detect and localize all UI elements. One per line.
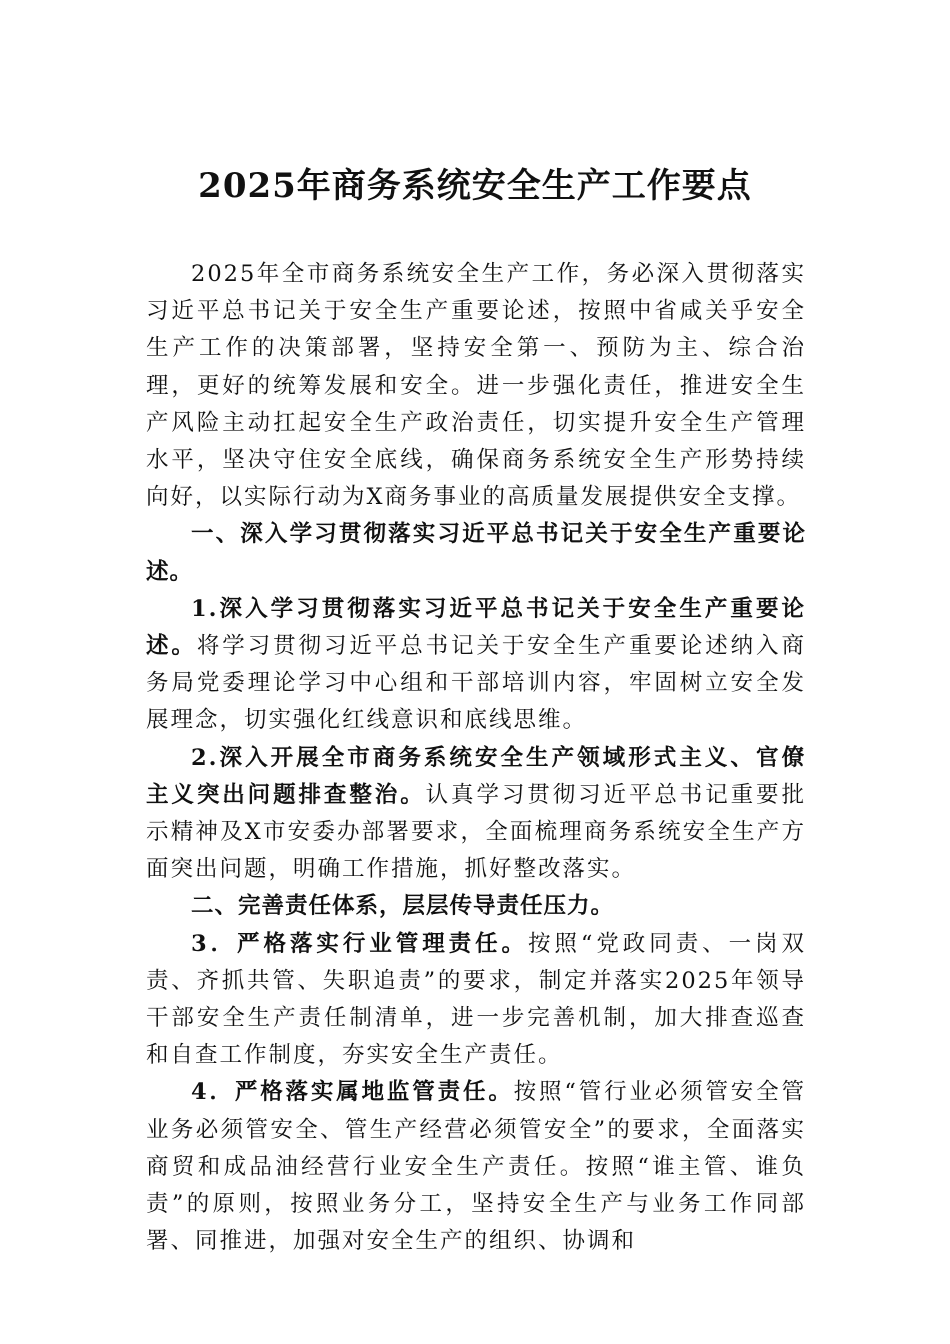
item-1-paragraph bbox=[146, 591, 806, 740]
item-2-text: 认真学习贯彻习近平总书记重要批示精神及X市安委办部署要求，全面梳理商务系统安全生产方面突出问题，明确工作措施，抓好整改落实。 bbox=[146, 781, 806, 883]
item-3-text: 按照“党政同责、一岗双责、齐抓共管、失职追责”的要求，制定并落实2025年领导干部安全生产责任制清单，进一步完善机制，加大排查巡查和自查工作制度，夯实安全生产责任。 bbox=[146, 930, 806, 1069]
document-title: 2025年商务系统安全生产工作要点 bbox=[198, 166, 752, 206]
item-4-text: 按照“管行业必须管安全管业务必须管安全、管生产经营必须管安全”的要求，全面落实商贸和成品油经营行业安全生产责任。按照“谁主管、谁负责”的原则，按照业务分工，坚持安全生产与业务工作同部署、同推进，加强对安全生产的组织、协调和 bbox=[146, 1079, 806, 1255]
item-4-paragraph bbox=[146, 1074, 806, 1260]
item-3-paragraph bbox=[146, 926, 806, 1075]
item-2-lead: 2.深入开展全市商务系统安全生产领域形式主义、官僚主义突出问题排查整治。 bbox=[146, 744, 806, 808]
item-3-lead: 3．严格落实行业管理责任。 bbox=[191, 930, 528, 957]
section-2-heading: 二、完善责任体系，层层传导责任压力。 bbox=[191, 893, 615, 920]
item-2-paragraph bbox=[146, 740, 806, 889]
intro-paragraph: 2025年全市商务系统安全生产工作，务必深入贯彻落实习近平总书记关于安全生产重要论述，按照中省咸关乎安全生产工作的决策部署，坚持安全第一、预防为主、综合治理，更好的统筹发展和安全。进一步强化责任，推进安全生产风险主动扛起安全生产政治责任，切实提升安全生产管理水平，坚决守住安全底线，确保商务系统安全生产形势持续向好，以实际行动为X商务事业的高质量发展提供安全支撑。 bbox=[146, 261, 806, 511]
section-1-heading: 一、深入学习贯彻落实习近平总书记关于安全生产重要论述。 bbox=[146, 521, 806, 585]
item-1-text: 将学习贯彻习近平总书记关于安全生产重要论述纳入商务局党委理论学习中心组和干部培训内容，牢固树立安全发展理念，切实强化红线意识和底线思维。 bbox=[146, 633, 806, 734]
item-4-lead: 4．严格落实属地监管责任。 bbox=[191, 1079, 514, 1106]
document-body bbox=[146, 256, 806, 1260]
item-1-lead: 1.深入学习贯彻落实习近平总书记关于安全生产重要论述。 bbox=[146, 595, 806, 660]
